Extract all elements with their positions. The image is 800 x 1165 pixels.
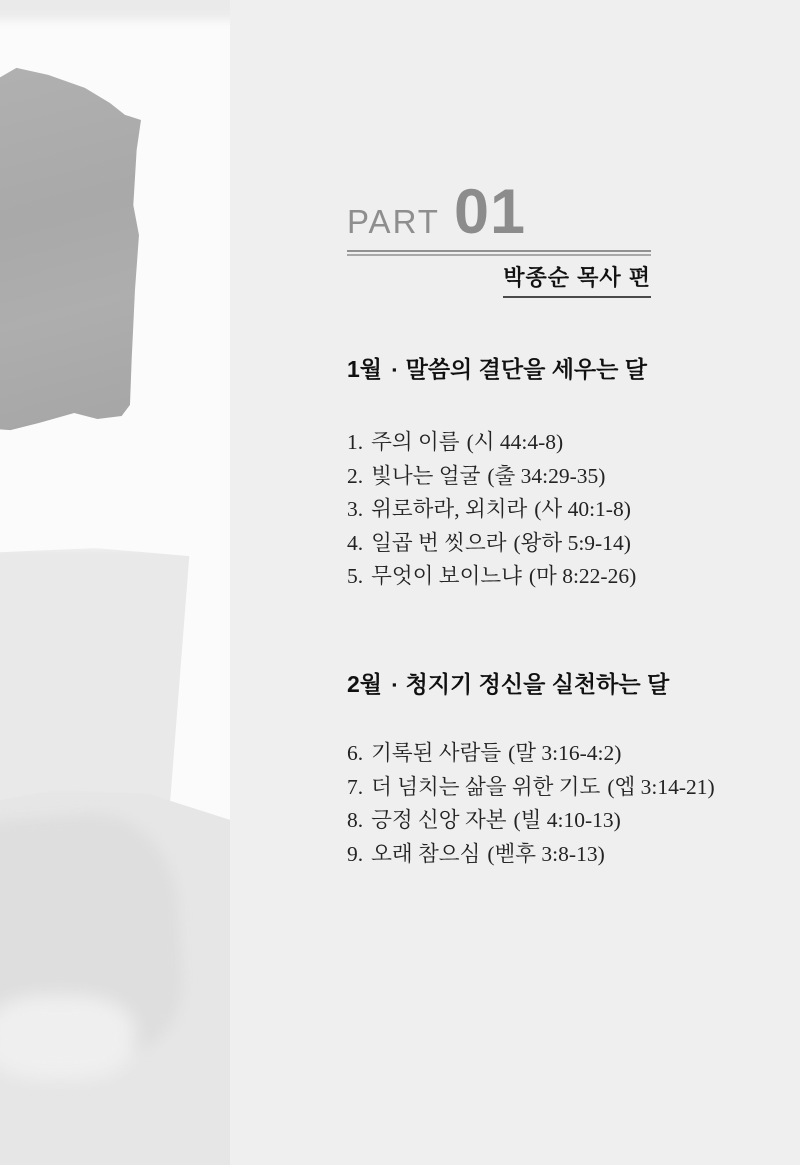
part-label: PART xyxy=(347,203,440,240)
toc-item-number: 7. xyxy=(347,774,364,799)
toc-item-number: 5. xyxy=(347,564,364,589)
toc-content xyxy=(347,0,777,1165)
toc-item-ref: (사 40:1-8) xyxy=(534,497,631,522)
watercolor-dark-blob xyxy=(0,66,145,436)
section-heading-month-2 xyxy=(347,670,669,699)
section-title: 청지기 정신을 실천하는 달 xyxy=(405,671,670,697)
toc-item-number: 8. xyxy=(347,808,364,833)
toc-item-title: 일곱 번 씻으라 xyxy=(371,530,507,555)
toc-item-ref: (왕하 5:9-14) xyxy=(513,530,631,555)
toc-item-title: 긍정 신앙 자본 xyxy=(371,808,507,833)
toc-item-ref: (시 44:4-8) xyxy=(466,430,564,454)
toc-item-ref: (마 8:22-26) xyxy=(528,564,637,589)
toc-item-title: 오래 참으심 xyxy=(371,841,481,866)
toc-item-ref: (빌 4:10-13) xyxy=(513,808,621,833)
toc-list-month-1 xyxy=(347,426,777,594)
double-rule-divider xyxy=(347,250,651,256)
watercolor-wash-mid xyxy=(0,548,196,820)
part-number: 01 xyxy=(453,177,527,247)
watercolor-wash-bottom xyxy=(0,995,135,1080)
toc-item xyxy=(347,560,777,594)
toc-item-ref: (엡 3:14-21) xyxy=(607,774,715,799)
author-name: 박종순 목사 편 xyxy=(503,261,651,298)
toc-item xyxy=(347,804,777,838)
section-month: 1월 xyxy=(347,356,383,382)
toc-item-number: 3. xyxy=(347,497,364,522)
watercolor-wash-top xyxy=(0,0,230,20)
toc-item xyxy=(347,737,777,771)
toc-list-month-2 xyxy=(347,737,777,871)
toc-item xyxy=(347,838,777,872)
toc-item-ref: (말 3:16-4:2) xyxy=(508,741,622,765)
part-heading xyxy=(347,177,527,247)
toc-item-number: 9. xyxy=(347,841,364,866)
section-heading-month-1 xyxy=(347,355,647,384)
section-title: 말씀의 결단을 세우는 달 xyxy=(405,356,647,382)
toc-item-number: 1. xyxy=(347,430,364,454)
toc-item-number: 4. xyxy=(347,530,364,555)
toc-item-title: 무엇이 보이느냐 xyxy=(371,564,522,589)
toc-item-number: 6. xyxy=(347,741,364,765)
toc-item-number: 2. xyxy=(347,463,364,488)
bullet-square-icon: ▪ xyxy=(392,362,397,377)
toc-item xyxy=(347,527,777,561)
toc-item-ref: (출 34:29-35) xyxy=(487,463,606,488)
toc-item-title: 빛나는 얼굴 xyxy=(371,463,481,488)
toc-item xyxy=(347,460,777,494)
toc-item xyxy=(347,426,777,460)
toc-item xyxy=(347,771,777,805)
toc-item-title: 더 넘치는 삶을 위한 기도 xyxy=(371,774,601,799)
author-row xyxy=(347,261,651,298)
watercolor-art-strip xyxy=(0,0,230,1165)
toc-item-ref: (벧후 3:8-13) xyxy=(487,841,605,866)
toc-item-title: 위로하라, 외치라 xyxy=(371,497,528,522)
toc-item-title: 주의 이름 xyxy=(371,430,460,454)
toc-item-title: 기록된 사람들 xyxy=(371,741,502,765)
section-month: 2월 xyxy=(347,671,383,697)
bullet-square-icon: ▪ xyxy=(392,677,397,692)
toc-item xyxy=(347,493,777,527)
